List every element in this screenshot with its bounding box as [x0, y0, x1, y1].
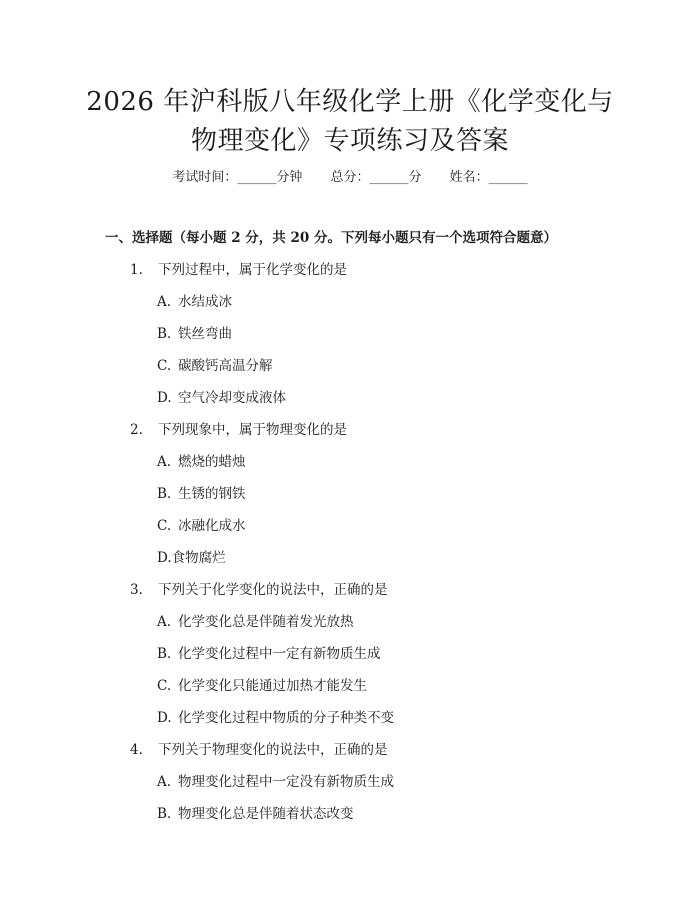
option-1d[interactable]	[157, 388, 286, 408]
option-letter: A.	[157, 294, 172, 310]
option-letter: C.	[157, 518, 172, 534]
option-letter: B.	[157, 806, 172, 822]
question-1	[130, 260, 347, 280]
document-title-line-1: 2026 年沪科版八年级化学上册《化学变化与	[86, 87, 614, 117]
option-1b[interactable]	[157, 324, 232, 344]
option-text: 化学变化总是伴随着发光放热	[178, 614, 354, 630]
question-3	[130, 580, 388, 600]
option-1c[interactable]	[157, 356, 273, 376]
option-letter: D.	[157, 390, 172, 406]
question-number: 2.	[130, 422, 143, 438]
option-3d[interactable]	[157, 708, 394, 728]
section-heading: 一、选择题（每小题 2 分，共 20 分。下列每小题只有一个选项符合题意）	[105, 230, 557, 246]
option-4a[interactable]	[157, 772, 394, 792]
option-letter: D.	[157, 710, 172, 726]
option-letter: C.	[157, 358, 172, 374]
option-text: 物理变化过程中一定没有新物质生成	[178, 774, 394, 790]
option-3b[interactable]	[157, 644, 381, 664]
document-title-line-2: 物理变化》专项练习及答案	[190, 126, 509, 156]
option-letter: B.	[157, 646, 172, 662]
option-text: 食物腐烂	[171, 550, 226, 566]
option-text: 化学变化过程中物质的分子种类不变	[178, 710, 394, 726]
question-stem: 下列过程中，属于化学变化的是	[158, 262, 347, 278]
question-stem: 下列关于物理变化的说法中，正确的是	[158, 742, 388, 758]
option-letter: A.	[157, 454, 172, 470]
option-text: 物理变化总是伴随着状态改变	[178, 806, 354, 822]
option-2c[interactable]	[157, 516, 246, 536]
question-number: 3.	[130, 582, 143, 598]
option-letter: B.	[157, 326, 172, 342]
question-4	[130, 740, 388, 760]
option-text: 空气冷却变成液体	[178, 390, 286, 406]
option-letter: C.	[157, 678, 172, 694]
exam-meta	[0, 168, 700, 188]
option-text: 燃烧的蜡烛	[178, 454, 246, 470]
option-letter: B.	[157, 486, 172, 502]
option-letter: D.	[157, 550, 172, 566]
option-2b[interactable]	[157, 484, 246, 504]
option-4b[interactable]	[157, 804, 354, 824]
option-text: 碳酸钙高温分解	[178, 358, 273, 374]
question-number: 1.	[130, 262, 143, 278]
option-letter: A.	[157, 774, 172, 790]
option-2d[interactable]	[157, 548, 226, 568]
option-3c[interactable]	[157, 676, 367, 696]
option-text: 水结成冰	[178, 294, 232, 310]
option-1a[interactable]	[157, 292, 232, 312]
total-score-field: 总分：______分	[330, 170, 422, 185]
option-text: 化学变化只能通过加热才能发生	[178, 678, 367, 694]
question-2	[130, 420, 347, 440]
option-text: 冰融化成水	[178, 518, 246, 534]
question-number: 4.	[130, 742, 143, 758]
option-text: 铁丝弯曲	[178, 326, 232, 342]
question-stem: 下列现象中，属于物理变化的是	[158, 422, 347, 438]
option-3a[interactable]	[157, 612, 354, 632]
option-text: 化学变化过程中一定有新物质生成	[178, 646, 381, 662]
option-2a[interactable]	[157, 452, 246, 472]
option-text: 生锈的钢铁	[178, 486, 246, 502]
exam-time-field: 考试时间：______分钟	[172, 170, 303, 185]
question-stem: 下列关于化学变化的说法中，正确的是	[158, 582, 388, 598]
option-letter: A.	[157, 614, 172, 630]
student-name-field: 姓名：______	[449, 170, 528, 185]
